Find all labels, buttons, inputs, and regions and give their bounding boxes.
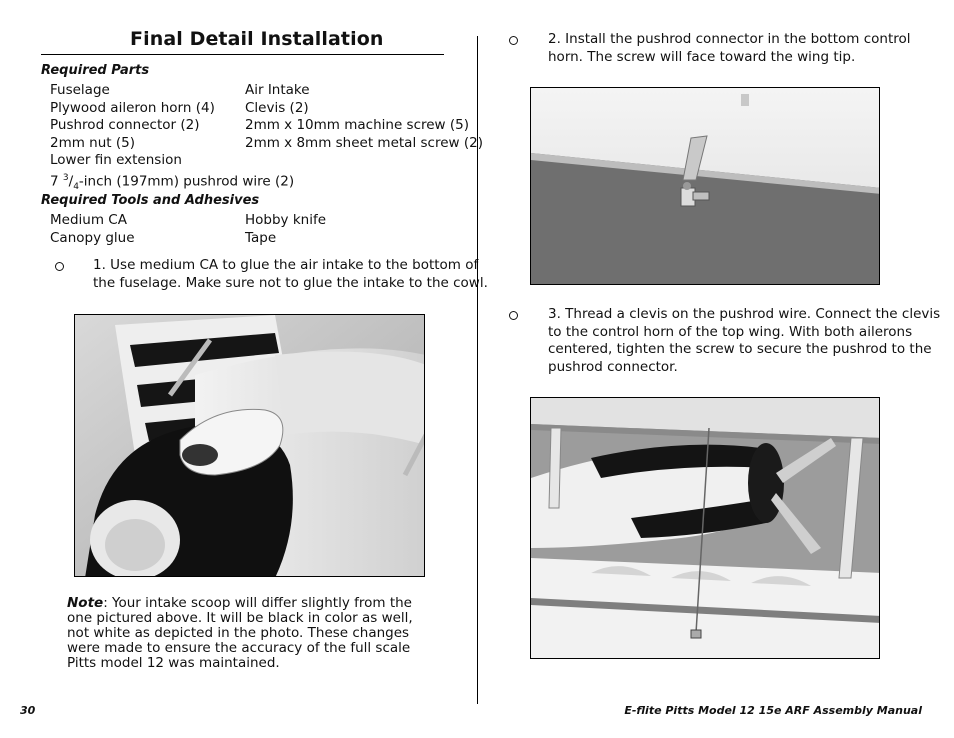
wire-fraction-slash: / xyxy=(68,173,74,190)
note-label: Note xyxy=(67,595,104,611)
page-number: 30 xyxy=(20,704,36,717)
wire-fraction-numerator: 3 xyxy=(62,173,69,183)
step-3-checkbox[interactable] xyxy=(509,311,518,320)
biplane-pushrod-photo xyxy=(530,397,880,659)
step-1-line: 1. Use medium CA to glue the air intake to the bottom of xyxy=(93,257,479,273)
note-text: : Your intake scoop will differ slightly from the one pictured above. It will be black in color as well, not white as depicted in the photo. These changes were made to ensure the accuracy of the full scale Pitts model 12 was maintained. xyxy=(67,595,413,671)
part-item: 2mm nut (5) xyxy=(50,134,136,151)
biplane-pushrod-photo-image xyxy=(531,398,880,659)
step-3-line: to the control horn of the top wing. With both ailerons xyxy=(548,323,913,340)
step-3-line: 3. Thread a clevis on the pushrod wire. Connect the clevis xyxy=(548,306,941,322)
part-item: Plywood aileron horn (4) xyxy=(50,99,215,116)
tool-item: Canopy glue xyxy=(50,230,135,246)
title-rule xyxy=(41,54,444,55)
tool-item: Hobby knife xyxy=(245,212,327,228)
part-item: Lower fin extension xyxy=(50,152,182,168)
page-title: Final Detail Installation xyxy=(130,28,384,50)
required-parts-heading: Required Parts xyxy=(41,63,150,78)
step-3-line: centered, tighten the screw to secure the pushrod to the xyxy=(548,341,932,357)
tool-item: Medium CA xyxy=(50,212,127,228)
tool-item: Tape xyxy=(245,230,277,246)
manual-title: E-flite Pitts Model 12 15e ARF Assembly Manual xyxy=(624,704,922,717)
part-item: 2mm x 10mm machine screw (5) xyxy=(245,117,470,133)
part-item: Pushrod connector (2) xyxy=(50,117,200,133)
column-divider xyxy=(477,36,478,704)
step-2-line: horn. The screw will face toward the wing tip. xyxy=(548,48,856,65)
part-item: 2mm x 8mm sheet metal screw (2) xyxy=(245,134,483,151)
part-item: Air Intake xyxy=(245,82,310,98)
pushrod-connector-photo-image xyxy=(531,88,880,285)
pushrod-connector-photo xyxy=(530,87,880,285)
step-2-checkbox[interactable] xyxy=(509,36,518,45)
part-item: Clevis (2) xyxy=(245,99,309,116)
wire-fraction-denominator: 4 xyxy=(73,182,79,193)
air-intake-photo xyxy=(74,314,425,577)
step-1-line: the fuselage. Make sure not to glue the intake to the cowl. xyxy=(93,274,488,291)
wire-suffix: -inch (197mm) pushrod wire (2) xyxy=(78,173,295,190)
part-item: Fuselage xyxy=(50,82,110,98)
step-3-line: pushrod connector. xyxy=(548,358,678,375)
intake-note xyxy=(67,596,437,671)
required-tools-heading: Required Tools and Adhesives xyxy=(41,193,260,208)
air-intake-photo-image xyxy=(75,315,425,577)
step-1-checkbox[interactable] xyxy=(55,262,64,271)
step-2-line: 2. Install the pushrod connector in the bottom control xyxy=(548,31,911,47)
wire-prefix: 7 xyxy=(50,173,63,190)
